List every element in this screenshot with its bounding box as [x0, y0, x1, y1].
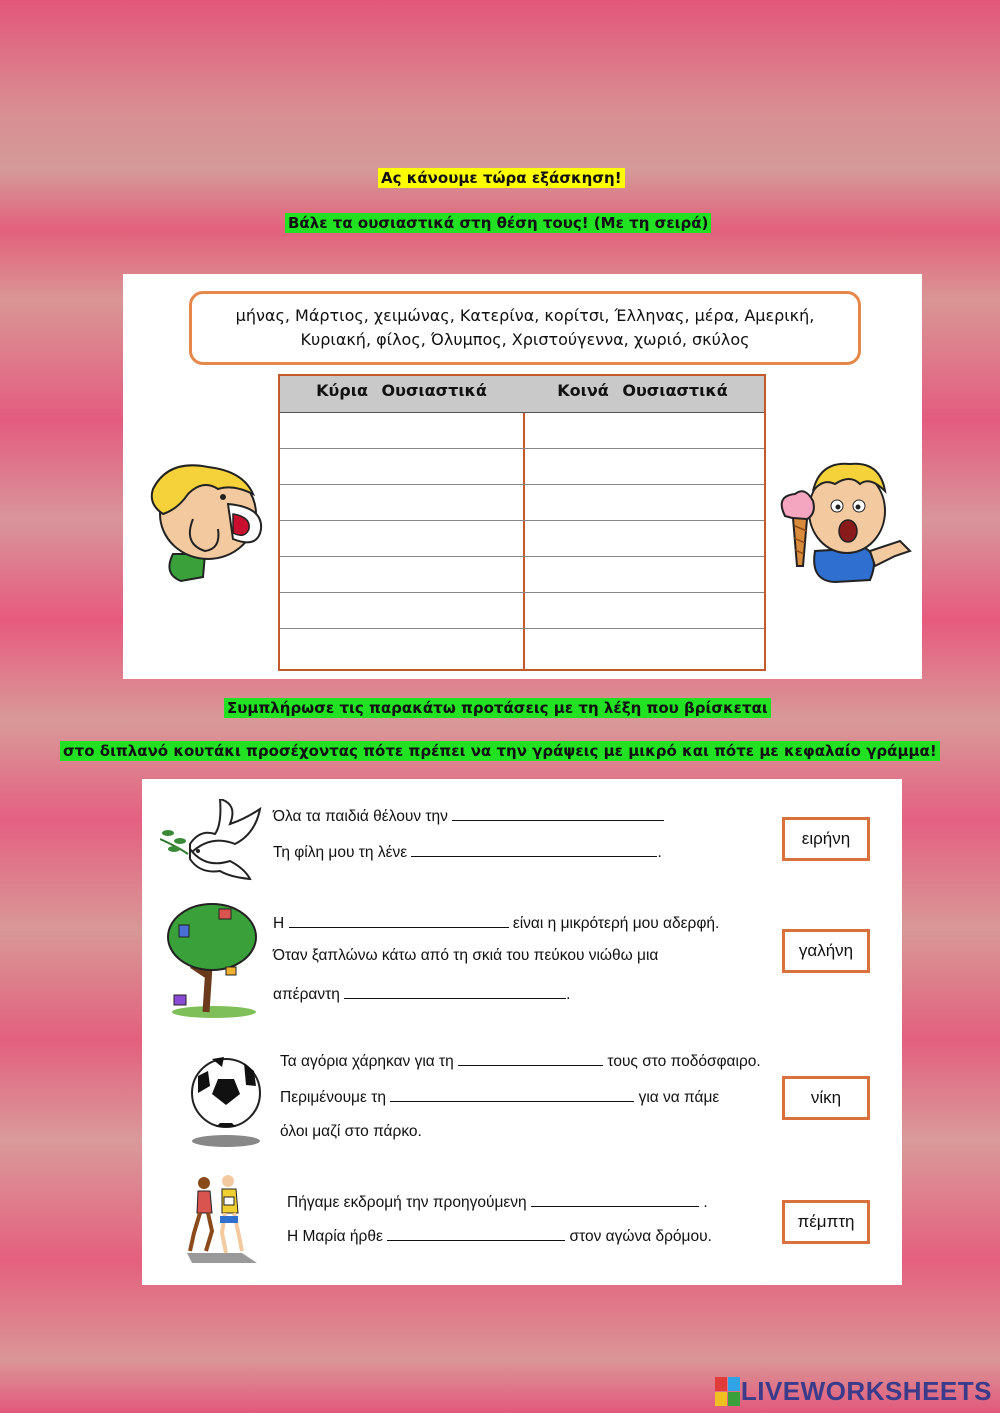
ex1-blank-1[interactable]: [452, 806, 664, 821]
ex2-s1-text: Η: [273, 915, 285, 932]
ex1-s2-end: .: [657, 844, 662, 861]
answer-cell[interactable]: [521, 449, 764, 485]
answer-cell[interactable]: [521, 593, 764, 629]
ex3-sentence-3: όλοι μαζί στο πάρκο.: [280, 1123, 422, 1140]
runners-icon: [182, 1171, 262, 1263]
ex1-sentence-2: [273, 842, 662, 862]
ex4-s1-end: .: [703, 1194, 708, 1211]
logo-badge-icon: [715, 1377, 741, 1407]
ex3-word-card[interactable]: νίκη: [782, 1076, 870, 1120]
ex3-s2-text: Περιμένουμε τη: [280, 1089, 386, 1106]
answer-cell[interactable]: [280, 593, 523, 629]
ex2-blank-2[interactable]: [344, 984, 566, 999]
ex2-s3-text: απέραντη: [273, 986, 340, 1003]
answer-cell[interactable]: [280, 557, 523, 593]
answer-cell[interactable]: [280, 521, 523, 557]
word-bank: [189, 291, 861, 365]
task1-instruction: Βάλε τα ουσιαστικά στη θέση τους! (Με τη σειρά): [285, 213, 711, 233]
answer-cell[interactable]: [280, 485, 523, 521]
ex3-blank-2[interactable]: [390, 1087, 634, 1102]
ex4-word-card[interactable]: πέμπτη: [782, 1200, 870, 1244]
answer-cell[interactable]: [521, 521, 764, 557]
answer-cell[interactable]: [521, 413, 764, 449]
ex4-s1-text: Πήγαμε εκδρομή την προηγούμενη: [287, 1194, 527, 1211]
ex2-sentence-2: Όταν ξαπλώνω κάτω από τη σκιά του πεύκου νιώθω μια: [273, 947, 659, 964]
fill-blanks-panel: [142, 779, 902, 1285]
logo-text: LIVEWORKSHEETS: [740, 1376, 992, 1406]
ex1-sentence-1: [273, 806, 664, 826]
ex1-s1-text: Όλα τα παιδιά θέλουν την: [273, 808, 448, 825]
task2-instruction-line1: Συμπλήρωσε τις παρακάτω προτάσεις με τη λέξη που βρίσκεται: [224, 698, 771, 718]
ex2-word-card[interactable]: γαλήνη: [782, 929, 870, 973]
ex3-s1-end: τους στο ποδόσφαιρο.: [607, 1053, 761, 1070]
ex2-sentence-3: [273, 984, 570, 1004]
ex3-sentence-2: [280, 1087, 719, 1107]
proper-nouns-column: [280, 376, 525, 669]
answer-cell[interactable]: [521, 557, 764, 593]
liveworksheets-logo[interactable]: [715, 1376, 992, 1407]
ex2-blank-1[interactable]: [289, 913, 509, 928]
shouting-boy-icon: [133, 459, 268, 584]
exercise-title: Ας κάνουμε τώρα εξάσκηση!: [378, 168, 625, 188]
word-bank-line-1: μήνας, Μάρτιος, χειμώνας, Κατερίνα, κορίτσι, Έλληνας, μέρα, Αμερική,: [235, 306, 815, 325]
ex1-blank-2[interactable]: [411, 842, 657, 857]
word-bank-line-2: Κυριακή, φίλος, Όλυμπος, Χριστούγεννα, χωριό, σκύλος: [300, 330, 750, 349]
dove-icon: [160, 799, 265, 884]
common-nouns-column: [521, 376, 764, 669]
ex1-s2-text: Τη φίλη μου τη λένε: [273, 844, 408, 861]
ice-cream-boy-icon: [775, 456, 915, 586]
ex2-s3-end: .: [566, 986, 571, 1003]
ex2-s1-end: είναι η μικρότερή μου αδερφή.: [512, 915, 720, 932]
answer-cell[interactable]: [521, 485, 764, 521]
ex3-s1-text: Τα αγόρια χάρηκαν για τη: [280, 1053, 454, 1070]
ex4-sentence-2: [287, 1226, 712, 1246]
ex3-sentence-1: [280, 1051, 761, 1071]
answer-cell[interactable]: [280, 449, 523, 485]
tree-icon: [164, 897, 259, 1022]
ex3-s2-end: για να πάμε: [638, 1089, 720, 1106]
proper-nouns-header: Κύρια Ουσιαστικά: [280, 376, 523, 413]
ex4-s2-text: Η Μαρία ήρθε: [287, 1228, 383, 1245]
ex4-blank-1[interactable]: [531, 1192, 699, 1207]
noun-table: [278, 374, 766, 671]
ex4-blank-2[interactable]: [387, 1226, 565, 1241]
ex3-blank-1[interactable]: [458, 1051, 603, 1066]
ex4-sentence-1: [287, 1192, 708, 1212]
sorting-panel: [123, 274, 922, 679]
ex2-sentence-1: [273, 913, 719, 933]
task2-instruction-line2: στο διπλανό κουτάκι προσέχοντας πότε πρέπει να την γράψεις με μικρό και πότε με κεφαλαίο γράμμα!: [60, 741, 940, 761]
ex4-s2-end: στον αγώνα δρόμου.: [569, 1228, 712, 1245]
answer-cell[interactable]: [280, 629, 523, 665]
answer-cell[interactable]: [521, 629, 764, 665]
answer-cell[interactable]: [280, 413, 523, 449]
common-nouns-header: Κοινά Ουσιαστικά: [521, 376, 764, 413]
football-icon: [190, 1041, 262, 1149]
ex1-word-card[interactable]: ειρήνη: [782, 817, 870, 861]
